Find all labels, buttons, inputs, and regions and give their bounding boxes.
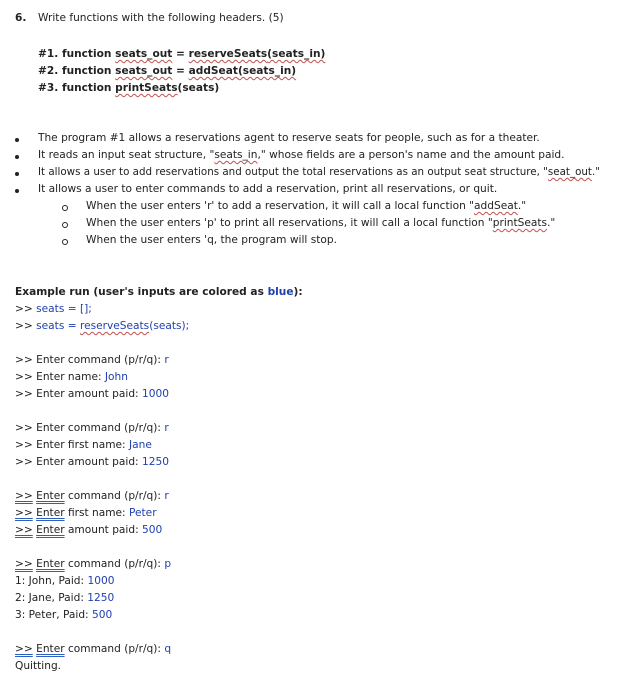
block1-name: >> Enter name: John — [15, 371, 128, 383]
block2-name: >> Enter first name: Jane — [15, 439, 152, 451]
block1-command: >> Enter command (p/r/q): r — [15, 354, 169, 366]
block2-amount: >> Enter amount paid: 1250 — [15, 456, 169, 468]
block4-command: >> Enter command (p/r/q): p — [15, 558, 172, 570]
output-row: 3: Peter, Paid: 500 — [15, 609, 113, 621]
sub-bullet-icon — [62, 222, 68, 228]
header-2: #2. function seats_out = addSeat(seats_in) — [38, 65, 297, 77]
block1-amount: >> Enter amount paid: 1000 — [15, 388, 169, 400]
bullet-icon — [15, 172, 19, 176]
header-3: #3. function printSeats(seats) — [38, 82, 220, 94]
question-text: Write functions with the following headers. (5) — [38, 12, 284, 24]
bullet-1: The program #1 allows a reservations agent to reserve seats for people, such as for a theater. — [38, 132, 540, 144]
sub-bullet-icon — [62, 239, 68, 245]
code-line-2: >> seats = reserveSeats(seats); — [15, 320, 190, 332]
quit-message: Quitting. — [15, 660, 62, 672]
bullet-4: It allows a user to enter commands to add a reservation, print all reservations, or quit. — [38, 183, 498, 195]
example-heading: Example run (user's inputs are colored as blue): — [15, 286, 303, 298]
sub-bullet-icon — [62, 205, 68, 211]
block5-command: >> Enter command (p/r/q): q — [15, 643, 172, 655]
sub-bullet-2: When the user enters 'p' to print all reservations, it will call a local function "printSeats." — [86, 217, 556, 229]
block3-command: >> Enter command (p/r/q): r — [15, 490, 169, 502]
question-number: 6. — [15, 12, 27, 24]
sub-bullet-1: When the user enters 'r' to add a reservation, it will call a local function "addSeat." — [86, 200, 527, 212]
code-line-1: >> seats = []; — [15, 303, 92, 315]
block3-name: >> Enter first name: Peter — [15, 507, 157, 519]
bullet-icon — [15, 138, 19, 142]
sub-bullet-3: When the user enters 'q, the program will stop. — [86, 234, 337, 246]
block2-command: >> Enter command (p/r/q): r — [15, 422, 169, 434]
bullet-icon — [15, 155, 19, 159]
bullet-2: It reads an input seat structure, "seats_in," whose fields are a person's name and the amount paid. — [38, 149, 565, 161]
output-row: 1: John, Paid: 1000 — [15, 575, 115, 587]
bullet-icon — [15, 189, 19, 193]
header-1: #1. function seats_out = reserveSeats(seats_in) — [38, 48, 326, 60]
output-row: 2: Jane, Paid: 1250 — [15, 592, 115, 604]
block3-amount: >> Enter amount paid: 500 — [15, 524, 163, 536]
bullet-3: It allows a user to add reservations and output the total reservations as an output seat structure, "seat_out." — [38, 166, 600, 178]
